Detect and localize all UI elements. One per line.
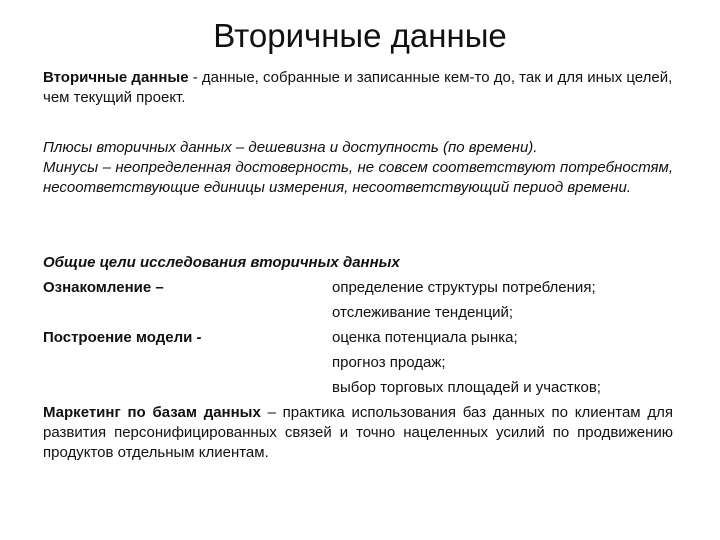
goals-heading: Общие цели исследования вторичных данных	[43, 254, 400, 271]
goal-row-label: Ознакомление –	[43, 279, 164, 296]
cons-text: Минусы – неопределенная достоверность, не совсем соответствуют потребностям, несоответствующие единицы измерения, несоответствующий период времени.	[43, 159, 673, 196]
marketing-text: – практика использования баз данных по клиентам для развития персонифицированных связей и точно нацеленных усилий по продвижению продуктов отдельным клиентам.	[43, 404, 673, 461]
pros-text: Плюсы вторичных данных – дешевизна и доступность (по времени).	[43, 139, 538, 156]
goal-row-value: выбор торговых площадей и участков;	[332, 379, 601, 396]
goal-row-value: отслеживание тенденций;	[332, 304, 514, 321]
goal-row-label: Построение модели -	[43, 329, 202, 346]
marketing-term: Маркетинг по базам данных	[43, 404, 261, 421]
goal-row	[43, 328, 683, 350]
goal-row	[43, 303, 683, 325]
goal-row-value: оценка потенциала рынка;	[332, 329, 518, 346]
definition-paragraph	[43, 68, 673, 108]
goal-row	[43, 378, 683, 400]
pros-cons-paragraph	[43, 138, 673, 198]
definition-term: Вторичные данные	[43, 69, 189, 86]
definition-text: - данные, собранные и записанные кем-то до, так и для иных целей, чем текущий проект.	[43, 69, 673, 106]
page-title: Вторичные данные	[213, 17, 507, 54]
goal-row	[43, 353, 683, 375]
goal-row-value: прогноз продаж;	[332, 354, 446, 371]
marketing-paragraph	[43, 403, 673, 463]
goal-row	[43, 278, 683, 300]
goal-row-value: определение структуры потребления;	[332, 279, 596, 296]
